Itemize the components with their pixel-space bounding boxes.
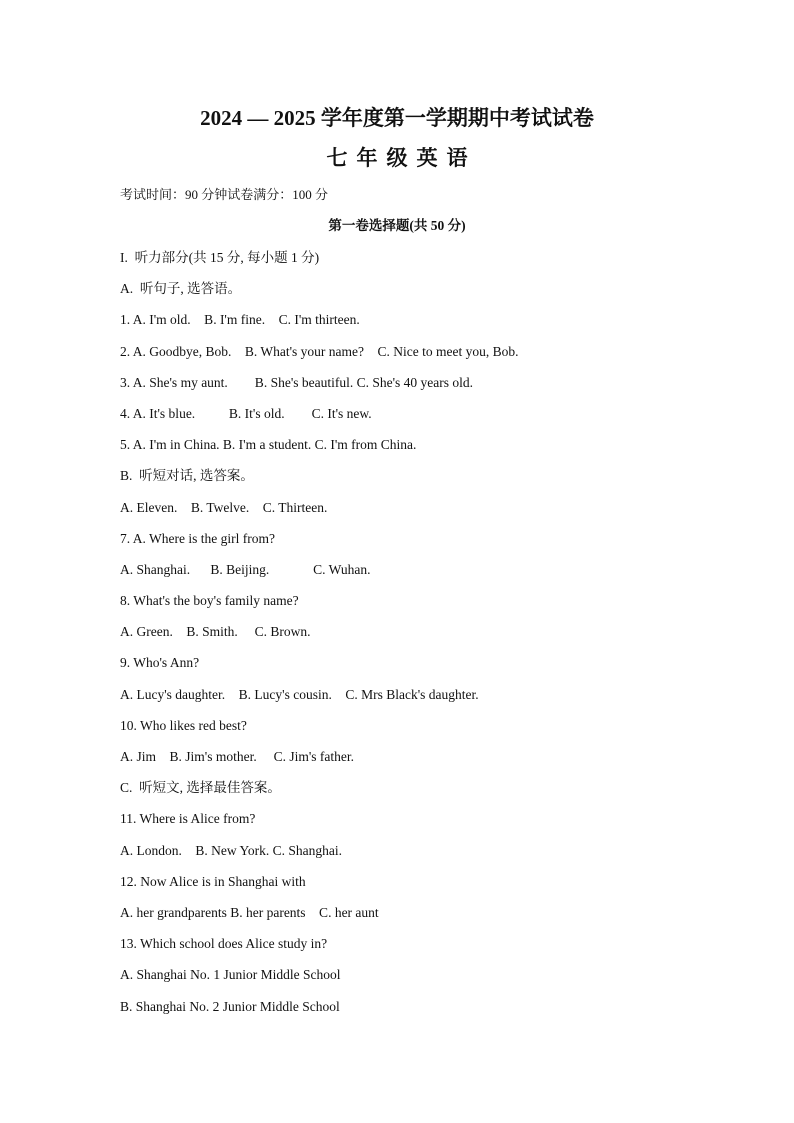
exam-info: 考试时间：90 分钟试卷满分：100 分 [120,187,329,202]
question-1: 1. A. I'm old. B. I'm fine. C. I'm thirteen. [120,312,360,328]
answer-option-b: B. Shanghai No. 2 Junior Middle School [120,998,340,1014]
answer-options: A. Eleven. B. Twelve. C. Thirteen. [120,499,328,515]
question-list [120,248,740,1028]
listening-part-heading: I. 听力部分(共 15 分, 每小题 1 分) [120,250,320,265]
question-11: 11. Where is Alice from? [120,811,256,827]
section-heading: 第一卷选择题(共 50 分) [328,218,466,233]
answer-options: A. London. B. New York. C. Shanghai. [120,842,343,858]
answer-options: A. Jim B. Jim's mother. C. Jim's father. [120,749,354,764]
question-3: 3. A. She's my aunt. B. She's beautiful. C. She's 40 years old. [120,374,474,390]
answer-options: A. her grandparents B. her parents C. her aunt [120,904,379,920]
question-10: 10. Who likes red best? [120,717,247,733]
answer-option-a: A. Shanghai No. 1 Junior Middle School [120,967,341,983]
exam-title: 2024 — 2025 学年度第一学期期中考试试卷 [200,106,594,130]
question-12: 12. Now Alice is in Shanghai with [120,873,306,889]
question-13: 13. Which school does Alice study in? [120,936,328,952]
answer-options: A. Green. B. Smith. C. Brown. [120,624,311,640]
part-a-instruction: A. 听句子, 选答语。 [120,281,242,297]
exam-subtitle: 七年级英语 [326,146,477,170]
answer-options: A. Shanghai. B. Beijing. C. Wuhan. [120,561,371,577]
part-c-instruction: C. 听短文, 选择最佳答案。 [120,780,281,796]
part-b-instruction: B. 听短对话, 选答案。 [120,468,254,484]
question-8: 8. What's the boy's family name? [120,593,299,609]
question-9: 9. Who's Ann? [120,655,200,671]
question-2: 2. A. Goodbye, Bob. B. What's your name? C. Nice to meet you, Bob. [120,343,519,359]
question-4: 4. A. It's blue. B. It's old. C. It's new. [120,405,372,421]
question-5: 5. A. I'm in China. B. I'm a student. C. I'm from China. [120,437,417,453]
answer-options: A. Lucy's daughter. B. Lucy's cousin. C. Mrs Black's daughter. [120,686,479,702]
question-7: 7. A. Where is the girl from? [120,530,275,546]
